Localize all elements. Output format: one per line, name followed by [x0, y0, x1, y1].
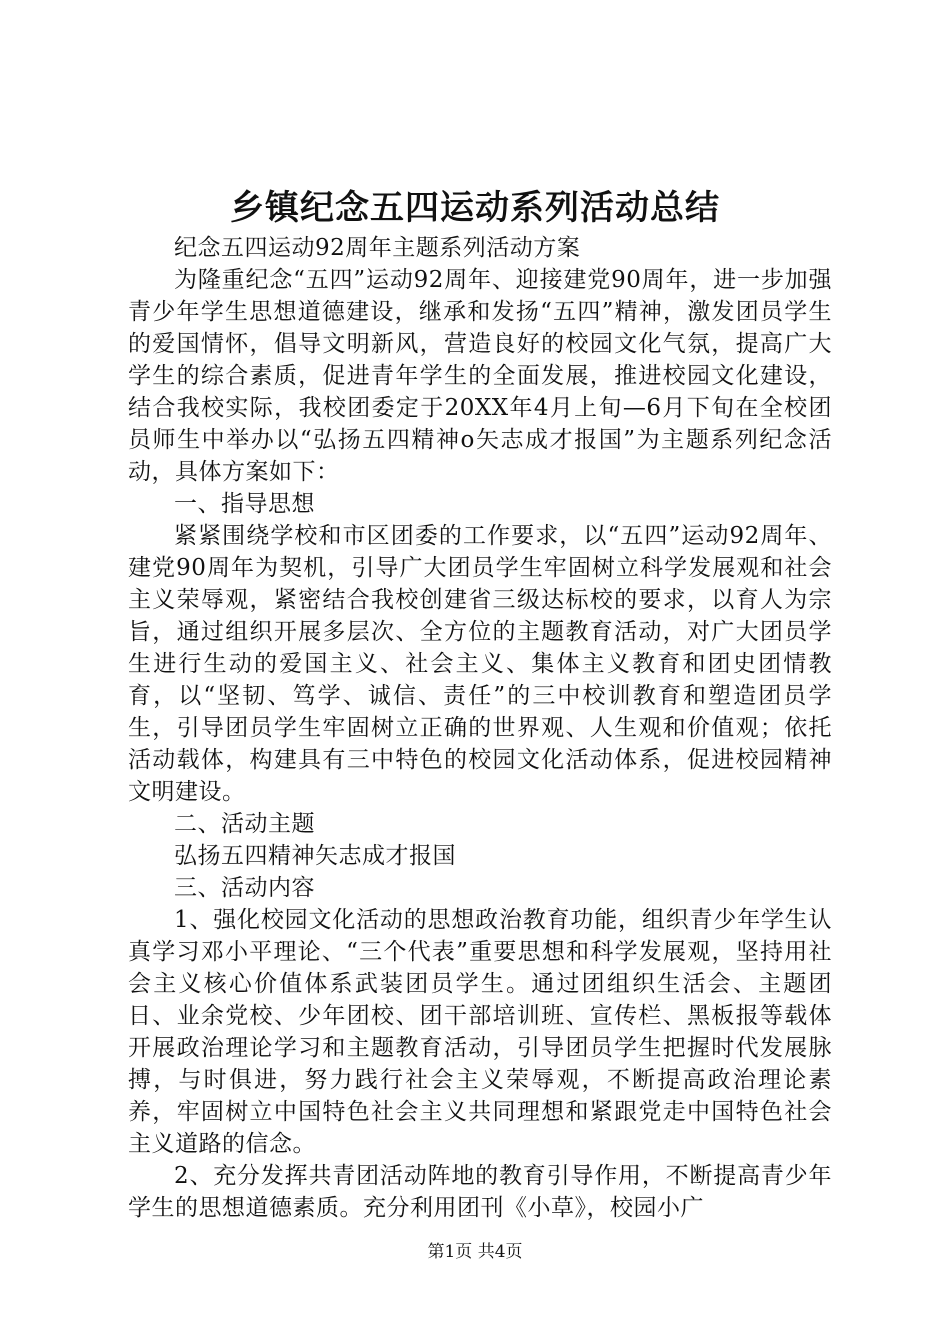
- page-footer: 第1页 共4页: [427, 1242, 523, 1262]
- content-item-2: 2、充分发挥共青团活动阵地的教育引导作用，不断提高青少年学生的思想道德素质。充分利用团刊《小草》，校园小广: [128, 1163, 832, 1221]
- section-heading-content: 三、活动内容: [174, 875, 315, 901]
- intro-paragraph: 为隆重纪念“五四”运动92周年、迎接建党90周年，进一步加强青少年学生思想道德建设，继承和发扬“五四”精神，激发团员学生的爱国情怀，倡导文明新风，营造良好的校园文化气氛，提高广大学生的综合素质，促进青年学生的全面发展，推进校园文化建设，结合我校实际，我校团委定于20XX年4月上旬—6月下旬在全校团员师生中举办以“弘扬五四精神o矢志成才报国”为主题系列纪念活动，具体方案如下：: [128, 267, 832, 485]
- document-title: 乡镇纪念五四运动系列活动总结: [230, 188, 720, 228]
- guiding-thought-paragraph: 紧紧围绕学校和市区团委的工作要求，以“五四”运动92周年、建党90周年为契机，引导广大团员学生牢固树立科学发展观和社会主义荣辱观，紧密结合我校创建省三级达标校的要求，以育人为宗旨，通过组织开展多层次、全方位的主题教育活动，对广大团员学生进行生动的爱国主义、社会主义、集体主义教育和团史团情教育，以“坚韧、笃学、诚信、责任”的三中校训教育和塑造团员学生，引导团员学生牢固树立正确的世界观、人生观和价值观；依托活动载体，构建具有三中特色的校园文化活动体系，促进校园精神文明建设。: [128, 523, 832, 805]
- section-heading-guiding-thought: 一、指导思想: [174, 491, 315, 517]
- section-heading-theme: 二、活动主题: [174, 811, 315, 837]
- theme-paragraph: 弘扬五四精神矢志成才报国: [174, 843, 456, 869]
- plan-subtitle: 纪念五四运动92周年主题系列活动方案: [174, 235, 581, 261]
- document-body: [128, 232, 832, 1224]
- content-item-1: 1、强化校园文化活动的思想政治教育功能，组织青少年学生认真学习邓小平理论、“三个代表”重要思想和科学发展观，坚持用社会主义核心价值体系武装团员学生。通过团组织生活会、主题团日、业余党校、少年团校、团干部培训班、宣传栏、黑板报等载体开展政治理论学习和主题教育活动，引导团员学生把握时代发展脉搏，与时俱进，努力践行社会主义荣辱观，不断提高政治理论素养，牢固树立中国特色社会主义共同理想和紧跟党走中国特色社会主义道路的信念。: [128, 907, 832, 1157]
